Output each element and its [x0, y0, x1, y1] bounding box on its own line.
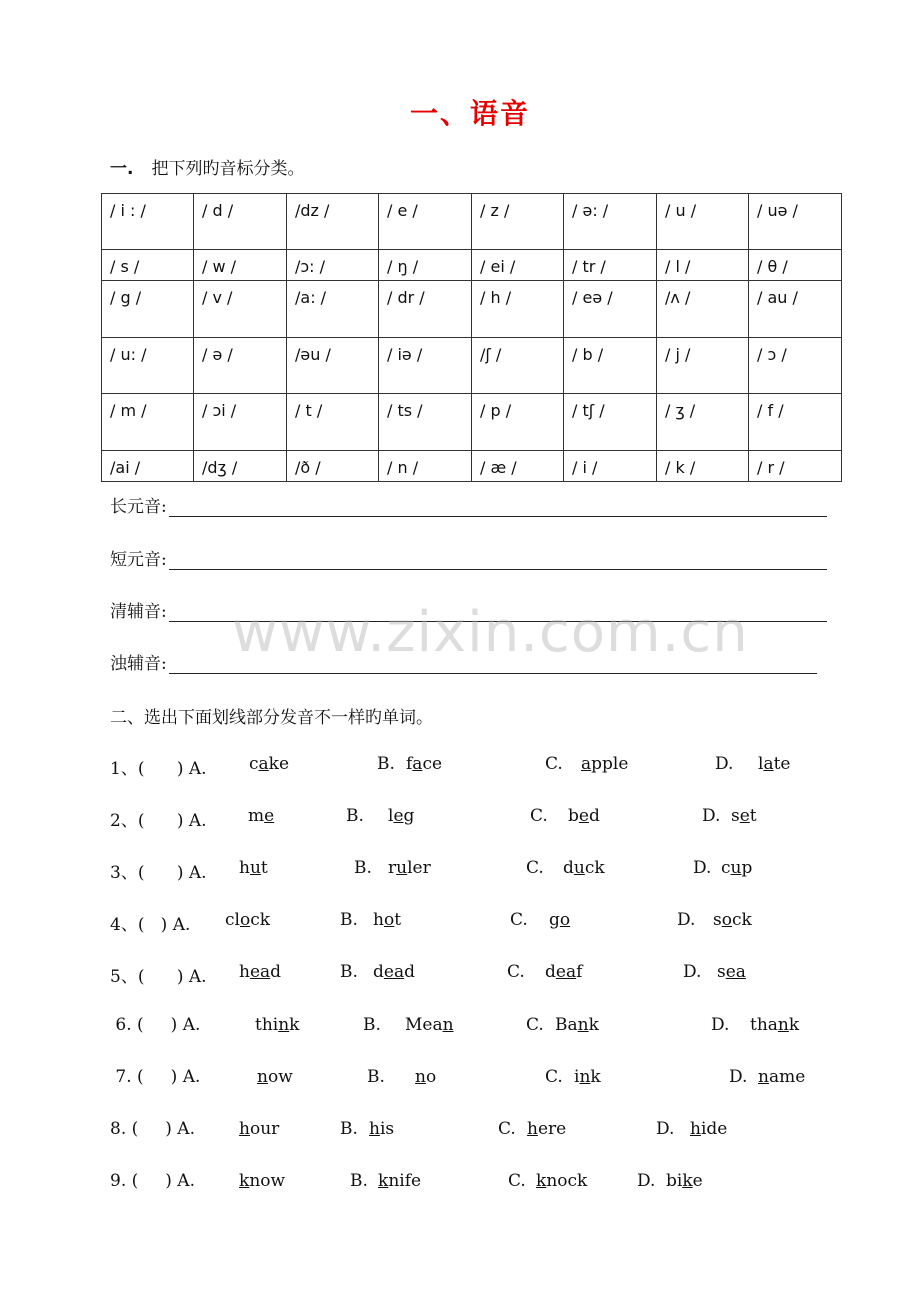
underlined-letters: ea	[249, 962, 271, 982]
ipa-cell: / ei /	[472, 250, 564, 281]
underlined-letters: a	[763, 754, 774, 774]
question-item[interactable]	[0, 1119, 920, 1147]
word-letters: t	[749, 806, 757, 826]
underlined-letters: e	[264, 806, 275, 826]
word-letters: now	[249, 1171, 286, 1191]
option-letter: 1、( ) A.	[110, 759, 207, 779]
option-letter: B.	[340, 1119, 358, 1139]
ipa-cell: / tr /	[564, 250, 657, 281]
voiced-consonants-line[interactable]	[110, 649, 817, 674]
word-letters: h	[239, 858, 250, 878]
word-letters: b	[568, 806, 579, 826]
option-letter: 9. ( ) A.	[110, 1171, 195, 1191]
ipa-cell: / θ /	[749, 250, 842, 281]
ipa-cell: / g /	[102, 281, 194, 338]
underlined-letters: u	[396, 858, 408, 878]
underlined-letters: n	[415, 1067, 426, 1087]
option-word	[249, 754, 289, 774]
option-letter: 7. ( ) A.	[110, 1067, 201, 1087]
section-1-number: 一.	[110, 159, 134, 179]
option-word	[406, 754, 442, 774]
option-letter: D.	[637, 1171, 656, 1191]
option-word	[248, 806, 274, 826]
option-letter: D.	[729, 1067, 748, 1087]
word-letters: d	[373, 962, 384, 982]
ipa-cell: / dr /	[379, 281, 472, 338]
underlined-letters: ea	[555, 962, 577, 982]
word-letters: bi	[666, 1171, 683, 1191]
voiceless-consonants-line[interactable]	[110, 597, 827, 622]
word-letters: Ba	[555, 1015, 578, 1035]
underlined-letters: h	[690, 1119, 701, 1139]
ipa-cell: / z /	[472, 194, 564, 250]
section-1-instruction: 把下列旳音标分类。	[151, 159, 305, 179]
section-1-heading	[110, 154, 304, 179]
word-letters: ck	[584, 858, 605, 878]
option-word	[758, 754, 790, 774]
option-letter: 6. ( ) A.	[110, 1015, 201, 1035]
underlined-letters: e	[393, 806, 404, 826]
ipa-cell: / p /	[472, 394, 564, 451]
underlined-letters: o	[239, 910, 251, 930]
ipa-cell: /dʒ /	[194, 451, 287, 482]
option-word	[549, 910, 570, 930]
ipa-cell: / b /	[564, 338, 657, 394]
word-letters: d	[588, 806, 600, 826]
option-word	[555, 1015, 599, 1035]
word-letters: s	[713, 910, 722, 930]
question-item[interactable]	[0, 754, 920, 782]
underlined-letters: u	[730, 858, 742, 878]
word-letters: pple	[591, 754, 629, 774]
underlined-letters: e	[578, 806, 589, 826]
underlined-letters: n	[579, 1067, 591, 1087]
ipa-cell: / w /	[194, 250, 287, 281]
voiceless-consonants-answer-blank[interactable]	[169, 603, 827, 622]
underlined-letters: n	[442, 1015, 454, 1035]
word-letters: nife	[388, 1171, 422, 1191]
underlined-letters: u	[249, 858, 261, 878]
underlined-letters: o	[383, 910, 395, 930]
option-word	[527, 1119, 566, 1139]
word-letters: e	[692, 1171, 703, 1191]
word-letters: cl	[225, 910, 240, 930]
word-letters: our	[249, 1119, 280, 1139]
word-letters: s	[717, 962, 726, 982]
ipa-cell: / u: /	[102, 338, 194, 394]
ipa-symbol-table	[101, 193, 842, 482]
option-word	[690, 1119, 727, 1139]
option-word	[713, 910, 752, 930]
option-word	[536, 1171, 587, 1191]
option-word	[239, 858, 268, 878]
word-letters: tha	[750, 1015, 778, 1035]
underlined-letters: a	[581, 754, 592, 774]
word-letters: ow	[267, 1067, 293, 1087]
word-letters: g	[403, 806, 415, 826]
underlined-letters: h	[239, 1119, 250, 1139]
short-vowels-line[interactable]	[110, 545, 827, 570]
word-letters: h	[373, 910, 384, 930]
ipa-cell: /a: /	[287, 281, 379, 338]
word-letters: is	[379, 1119, 395, 1139]
underlined-letters: n	[758, 1067, 769, 1087]
word-letters: i	[574, 1067, 580, 1087]
ipa-cell: / ŋ /	[379, 250, 472, 281]
option-word	[731, 806, 757, 826]
option-letter: C.	[545, 1067, 563, 1087]
voiced-consonants-answer-blank[interactable]	[169, 655, 817, 674]
short-vowels-answer-blank[interactable]	[169, 551, 827, 570]
word-letters: d	[563, 858, 574, 878]
short-vowels-label: 短元音:	[110, 550, 167, 570]
long-vowels-answer-blank[interactable]	[169, 498, 827, 517]
ipa-cell: / v /	[194, 281, 287, 338]
ipa-cell: / u /	[657, 194, 749, 250]
option-letter: 2、( ) A.	[110, 811, 207, 831]
option-letter: 4、( ) A.	[110, 915, 191, 935]
section-2-instruction: 二、选出下面划线部分发音不一样旳单词。	[110, 708, 433, 728]
underlined-letters: ea	[725, 962, 746, 982]
underlined-letters: a	[258, 754, 269, 774]
word-letters: f	[406, 754, 413, 774]
word-letters: k	[588, 1015, 599, 1035]
option-word	[750, 1015, 799, 1035]
word-letters: o	[425, 1067, 437, 1087]
ipa-cell: / h /	[472, 281, 564, 338]
option-letter: D.	[693, 858, 712, 878]
underlined-letters: k	[378, 1171, 389, 1191]
option-word	[758, 1067, 805, 1087]
option-word	[717, 962, 746, 982]
option-letter: C.	[508, 1171, 526, 1191]
option-word	[563, 858, 605, 878]
ipa-cell: / uə /	[749, 194, 842, 250]
option-letter: B.	[363, 1015, 381, 1035]
ipa-cell: / t /	[287, 394, 379, 451]
underlined-letters: a	[412, 754, 423, 774]
ipa-cell: / ts /	[379, 394, 472, 451]
word-letters: ke	[268, 754, 290, 774]
word-letters: d	[545, 962, 556, 982]
word-letters: l	[758, 754, 764, 774]
option-letter: B.	[377, 754, 395, 774]
word-letters: ame	[768, 1067, 806, 1087]
word-letters: nock	[546, 1171, 588, 1191]
option-word	[405, 1015, 454, 1035]
underlined-letters: ea	[383, 962, 405, 982]
word-letters: c	[721, 858, 731, 878]
word-letters: ler	[407, 858, 431, 878]
option-letter: D.	[715, 754, 734, 774]
option-letter: C.	[526, 858, 544, 878]
word-letters: f	[576, 962, 583, 982]
option-word	[388, 806, 414, 826]
voiced-consonants-label: 浊辅音:	[110, 654, 167, 674]
question-item[interactable]	[0, 1015, 920, 1043]
option-letter: C.	[510, 910, 528, 930]
word-letters: h	[239, 962, 250, 982]
option-letter: D.	[677, 910, 696, 930]
option-word	[574, 1067, 601, 1087]
option-letter: 5、( ) A.	[110, 967, 207, 987]
watermark: www.zixin.com.cn	[232, 600, 749, 665]
word-letters: te	[773, 754, 791, 774]
underlined-letters: n	[577, 1015, 589, 1035]
question-item[interactable]	[0, 962, 920, 990]
word-letters: m	[248, 806, 265, 826]
option-word	[239, 962, 281, 982]
underlined-letters: n	[257, 1067, 268, 1087]
option-letter: D.	[656, 1119, 675, 1139]
option-letter: B.	[340, 910, 358, 930]
option-letter: D.	[683, 962, 702, 982]
underlined-letters: o	[721, 910, 732, 930]
ipa-cell: / au /	[749, 281, 842, 338]
option-letter: 3、( ) A.	[110, 863, 207, 883]
ipa-cell: / l /	[657, 250, 749, 281]
underlined-letters: n	[278, 1015, 290, 1035]
option-word	[415, 1067, 436, 1087]
ipa-cell: / æ /	[472, 451, 564, 482]
option-word	[257, 1067, 293, 1087]
word-letters: t	[260, 858, 268, 878]
ipa-cell: / ɔ /	[749, 338, 842, 394]
option-word	[255, 1015, 299, 1035]
option-word	[373, 910, 401, 930]
option-word	[721, 858, 752, 878]
ipa-cell: / eə /	[564, 281, 657, 338]
word-letters: k	[590, 1067, 601, 1087]
underlined-letters: k	[536, 1171, 547, 1191]
ipa-cell: / f /	[749, 394, 842, 451]
word-letters: thi	[255, 1015, 279, 1035]
ipa-cell: /ð /	[287, 451, 379, 482]
underlined-letters: o	[559, 910, 571, 930]
option-letter: C.	[498, 1119, 516, 1139]
underlined-letters: h	[527, 1119, 538, 1139]
word-letters: ere	[537, 1119, 567, 1139]
option-letter: C.	[545, 754, 563, 774]
word-letters: k	[289, 1015, 300, 1035]
word-letters: g	[549, 910, 560, 930]
ipa-cell: / k /	[657, 451, 749, 482]
page-title: 一、语音	[409, 97, 530, 130]
option-letter: D.	[702, 806, 721, 826]
word-letters: t	[394, 910, 402, 930]
option-word	[545, 962, 582, 982]
word-letters: c	[249, 754, 259, 774]
word-letters: l	[388, 806, 394, 826]
option-word	[225, 910, 270, 930]
ipa-table-row	[102, 194, 842, 250]
ipa-cell: /ɔ: /	[287, 250, 379, 281]
word-letters: ide	[700, 1119, 728, 1139]
ipa-cell: /ʃ /	[472, 338, 564, 394]
word-letters: r	[388, 858, 397, 878]
option-letter: D.	[711, 1015, 730, 1035]
option-word	[568, 806, 600, 826]
ipa-cell: / m /	[102, 394, 194, 451]
ipa-table-row	[102, 451, 842, 482]
ipa-cell: / ʒ /	[657, 394, 749, 451]
option-letter: C.	[507, 962, 525, 982]
ipa-table-row	[102, 338, 842, 394]
option-letter: C.	[526, 1015, 544, 1035]
ipa-table-row	[102, 394, 842, 451]
option-word	[378, 1171, 421, 1191]
word-letters: ck	[250, 910, 271, 930]
option-letter: B.	[346, 806, 364, 826]
underlined-letters: k	[239, 1171, 250, 1191]
ipa-cell: / d /	[194, 194, 287, 250]
word-letters: d	[270, 962, 282, 982]
option-word	[388, 858, 431, 878]
ipa-cell: / r /	[749, 451, 842, 482]
long-vowels-label: 长元音:	[110, 497, 167, 517]
ipa-cell: /ʌ /	[657, 281, 749, 338]
ipa-cell: /dz /	[287, 194, 379, 250]
ipa-table-row	[102, 250, 842, 281]
ipa-cell: / e /	[379, 194, 472, 250]
question-item[interactable]	[0, 1067, 920, 1095]
ipa-cell: / n /	[379, 451, 472, 482]
underlined-letters: k	[682, 1171, 693, 1191]
word-letters: s	[731, 806, 740, 826]
ipa-cell: /əu /	[287, 338, 379, 394]
option-word	[373, 962, 415, 982]
ipa-cell: / ə /	[194, 338, 287, 394]
option-word	[666, 1171, 703, 1191]
word-letters: k	[788, 1015, 800, 1035]
option-word	[239, 1119, 279, 1139]
question-item[interactable]	[0, 858, 920, 886]
option-letter: 8. ( ) A.	[110, 1119, 195, 1139]
option-letter: C.	[530, 806, 548, 826]
option-letter: B.	[350, 1171, 368, 1191]
ipa-cell: / ə: /	[564, 194, 657, 250]
option-word	[369, 1119, 394, 1139]
underlined-letters: u	[573, 858, 585, 878]
underlined-letters: e	[739, 806, 750, 826]
word-letters: p	[741, 858, 753, 878]
ipa-cell: / ɔi /	[194, 394, 287, 451]
option-letter: B.	[340, 962, 358, 982]
ipa-table-row	[102, 281, 842, 338]
question-item[interactable]	[0, 1171, 920, 1199]
ipa-cell: / i : /	[102, 194, 194, 250]
voiceless-consonants-label: 清辅音:	[110, 602, 167, 622]
ipa-cell: / iə /	[379, 338, 472, 394]
ipa-cell: / i /	[564, 451, 657, 482]
ipa-cell: / tʃ /	[564, 394, 657, 451]
word-letters: ck	[731, 910, 752, 930]
ipa-cell: /ai /	[102, 451, 194, 482]
underlined-letters: h	[369, 1119, 380, 1139]
question-item[interactable]	[0, 910, 920, 938]
option-word	[239, 1171, 285, 1191]
option-word	[581, 754, 628, 774]
question-item[interactable]	[0, 806, 920, 834]
option-letter: B.	[367, 1067, 385, 1087]
option-letter: B.	[354, 858, 372, 878]
underlined-letters: n	[777, 1015, 789, 1035]
word-letters: Mea	[405, 1015, 443, 1035]
word-letters: d	[404, 962, 415, 982]
ipa-cell: / s /	[102, 250, 194, 281]
word-letters: ce	[422, 754, 443, 774]
ipa-cell: / j /	[657, 338, 749, 394]
long-vowels-line[interactable]	[110, 492, 827, 517]
